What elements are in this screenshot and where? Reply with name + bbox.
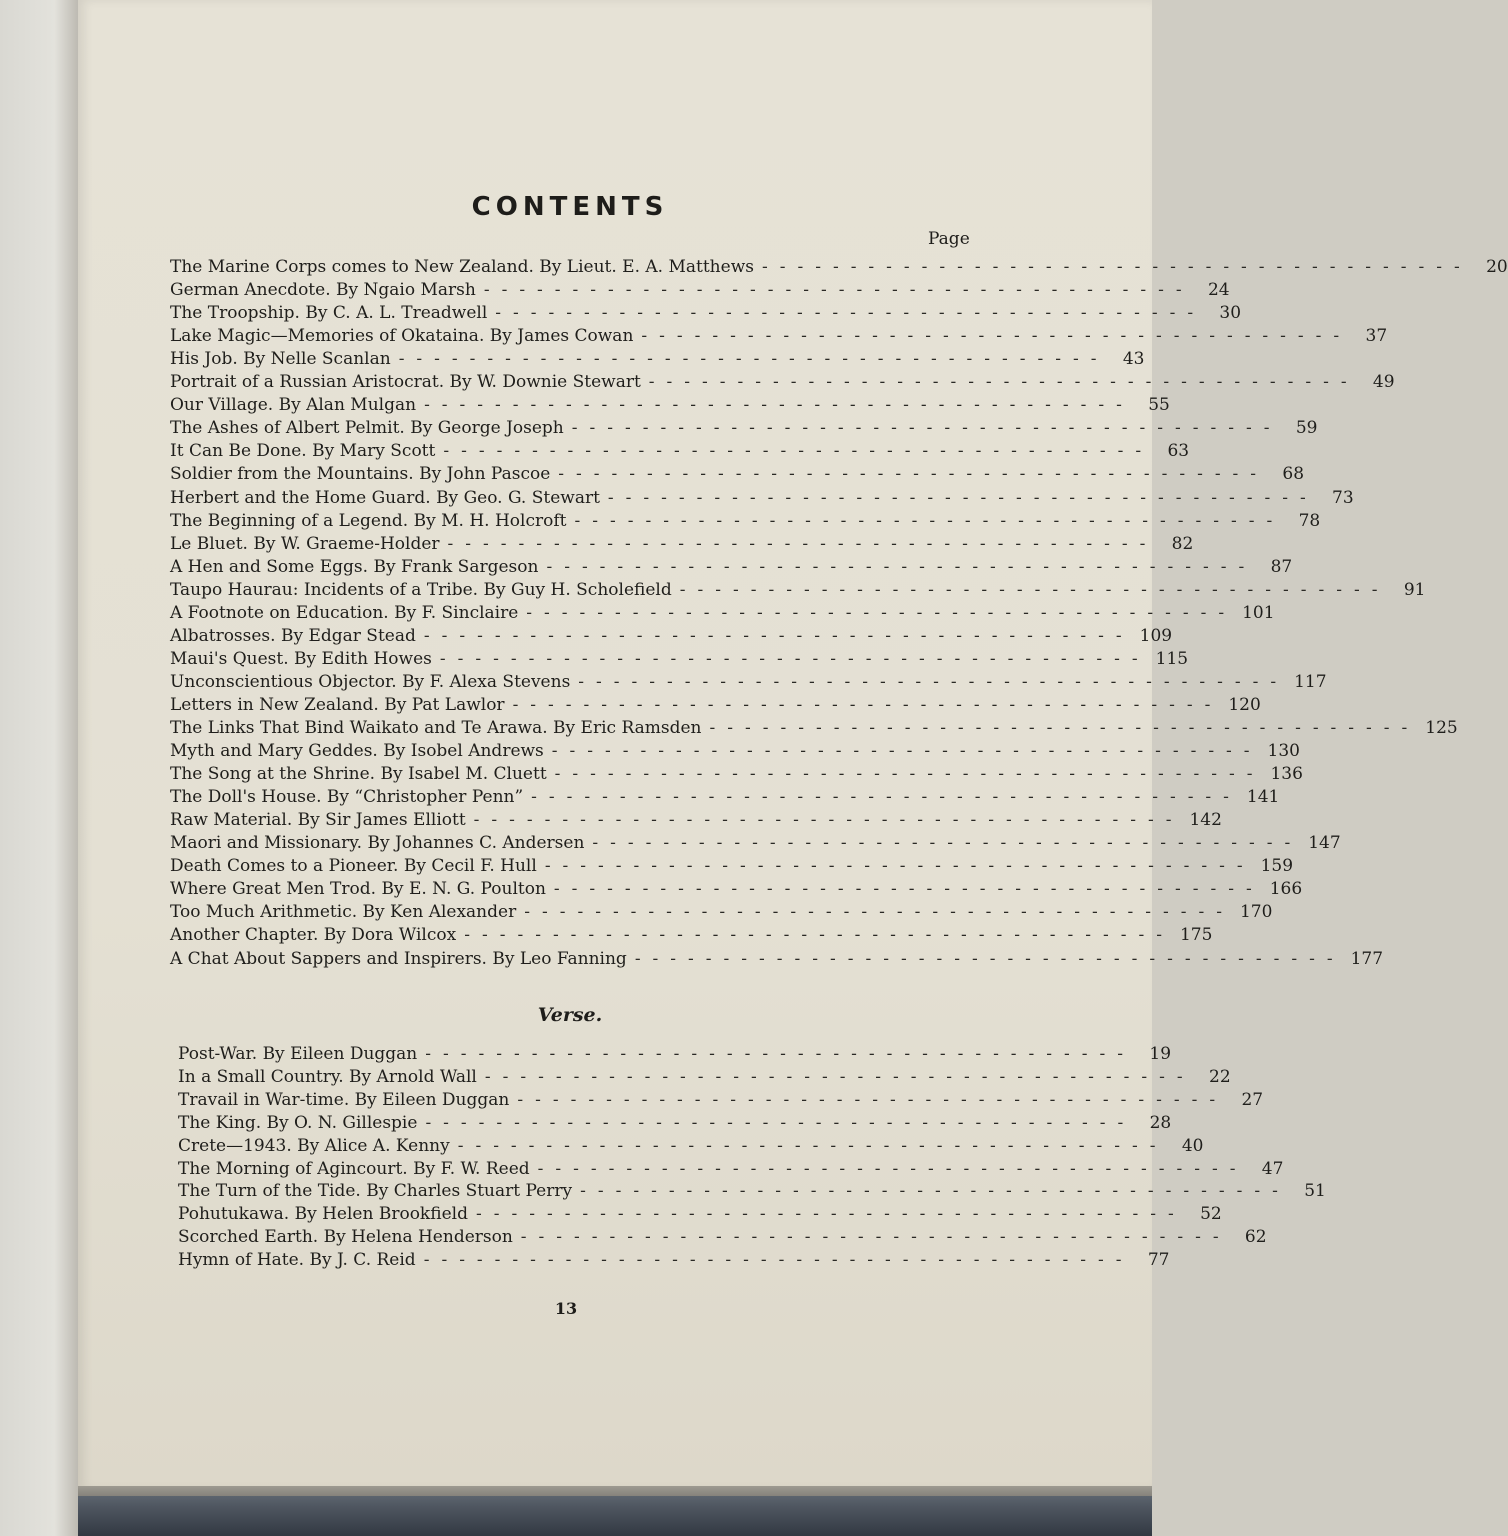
entry-title: The Troopship. xyxy=(170,303,300,324)
entry-author: By Geo. G. Stewart xyxy=(436,487,600,508)
contents-entry xyxy=(170,948,1384,970)
dot-leader: ---------------------------------------- xyxy=(475,1204,1186,1225)
dot-leader: ---------------------------------------- xyxy=(423,1250,1134,1271)
entry-author: By Alan Mulgan xyxy=(278,395,417,416)
entry-text xyxy=(178,1249,416,1271)
entry-page-number: 125 xyxy=(1425,718,1458,738)
entry-author: By Lieut. E. A. Matthews xyxy=(539,257,754,277)
dot-leader: ---------------------------------------- xyxy=(425,1044,1136,1064)
entry-text xyxy=(170,717,702,739)
contents-entry xyxy=(170,763,1303,785)
entry-author: By F. Sinclaire xyxy=(394,602,519,623)
entry-page-number: 101 xyxy=(1242,602,1275,623)
contents-entry xyxy=(178,1135,1204,1157)
entry-title: A Hen and Some Eggs. xyxy=(170,556,369,577)
contents-entry xyxy=(170,463,1305,485)
contents-entry xyxy=(178,1226,1267,1248)
entry-author: By Alice A. Kenny xyxy=(297,1135,450,1156)
entry-page-number: 55 xyxy=(1148,395,1170,416)
dot-leader: ---------------------------------------- xyxy=(512,694,1223,715)
contents-entry xyxy=(170,302,1242,324)
entry-title: Portrait of a Russian Aristocrat. xyxy=(170,372,445,393)
entry-title: It Can Be Done. xyxy=(170,441,307,462)
entry-text xyxy=(170,302,487,324)
dot-leader: ---------------------------------------- xyxy=(457,1135,1168,1156)
entry-title: The Turn of the Tide. xyxy=(178,1181,361,1202)
contents-entry xyxy=(170,924,1213,946)
entry-title: The Ashes of Albert Pelmit. xyxy=(170,418,405,439)
contents-entry xyxy=(178,1066,1231,1088)
dot-leader: ---------------------------------------- xyxy=(607,487,1318,508)
entry-author: By F. W. Reed xyxy=(413,1158,530,1179)
dot-leader: ---------------------------------------- xyxy=(537,1158,1248,1179)
dot-leader: ---------------------------------------- xyxy=(484,1066,1195,1087)
entry-text xyxy=(170,463,550,485)
entry-author: By Isobel Andrews xyxy=(383,741,544,762)
entry-page-number: 47 xyxy=(1261,1158,1284,1179)
entry-page-number: 177 xyxy=(1350,948,1384,969)
entry-title: A Footnote on Education. xyxy=(170,602,389,623)
contents-entry xyxy=(178,1203,1222,1225)
entry-author: By M. H. Holcroft xyxy=(413,510,567,531)
page-column-label: Page xyxy=(928,229,970,249)
entry-title: The Song at the Shrine. xyxy=(170,764,376,785)
dot-leader: ---------------------------------------- xyxy=(423,625,1134,646)
entry-text xyxy=(170,694,505,716)
entry-text xyxy=(170,901,516,923)
entry-title: Too Much Arithmetic. xyxy=(170,902,358,923)
entry-text xyxy=(170,417,564,439)
contents-entry xyxy=(178,1158,1284,1180)
entry-page-number: 78 xyxy=(1298,510,1321,531)
entry-author: By John Pascoe xyxy=(419,464,551,485)
contents-entry xyxy=(178,1089,1264,1111)
dot-leader: ---------------------------------------- xyxy=(578,671,1289,692)
dot-leader: ---------------------------------------- xyxy=(483,280,1194,301)
dot-leader: ---------------------------------------- xyxy=(641,326,1352,347)
entry-title: Pohutukawa. xyxy=(178,1204,290,1225)
contents-entry xyxy=(170,717,1458,739)
contents-entry xyxy=(170,256,1508,278)
entry-page-number: 37 xyxy=(1365,326,1388,347)
entry-author: By Johannes C. Andersen xyxy=(367,833,585,854)
entry-title: Raw Material. xyxy=(170,810,293,831)
entry-author: By Helen Brookfield xyxy=(294,1204,468,1225)
entry-text xyxy=(170,625,416,647)
entry-text xyxy=(170,832,584,854)
entry-text xyxy=(178,1112,417,1134)
entry-title: Maori and Missionary. xyxy=(170,833,363,854)
entry-text xyxy=(170,809,466,831)
entry-text xyxy=(170,533,440,555)
contents-entry xyxy=(170,901,1273,923)
entry-page-number: 120 xyxy=(1228,694,1261,715)
entry-title: The Beginning of a Legend. xyxy=(170,510,409,531)
entry-title: Albatrosses. xyxy=(170,625,276,646)
entry-page-number: 136 xyxy=(1270,764,1303,785)
entry-text xyxy=(170,487,600,509)
entry-author: By Eileen Duggan xyxy=(262,1044,418,1064)
entry-page-number: 40 xyxy=(1181,1135,1204,1156)
entry-author: By Mary Scott xyxy=(312,441,436,462)
dot-leader: ---------------------------------------- xyxy=(424,395,1134,416)
entry-author: By Edgar Stead xyxy=(280,625,416,646)
entry-author: By Ngaio Marsh xyxy=(336,280,476,301)
entry-page-number: 22 xyxy=(1209,1066,1231,1087)
entry-text xyxy=(178,1180,572,1202)
dot-leader: ---------------------------------------- xyxy=(398,349,1109,370)
entry-title: Death Comes to a Pioneer. xyxy=(170,856,399,877)
dot-leader: ---------------------------------------- xyxy=(546,556,1257,577)
entry-title: In a Small Country. xyxy=(178,1066,344,1087)
contents-entry xyxy=(170,855,1294,877)
entry-author: By J. C. Reid xyxy=(309,1250,416,1271)
entry-text xyxy=(178,1158,530,1180)
entry-text xyxy=(178,1043,417,1065)
entry-text xyxy=(170,348,391,370)
book-bottom-edge xyxy=(78,1486,1152,1536)
entry-title: A Chat About Sappers and Inspirers. xyxy=(170,948,487,969)
entry-author: By Dora Wilcox xyxy=(323,925,457,946)
dot-leader: ---------------------------------------- xyxy=(425,1112,1136,1133)
entry-author: By O. N. Gillespie xyxy=(266,1112,418,1133)
verse-section-heading: Verse. xyxy=(537,1004,603,1026)
contents-entry xyxy=(178,1112,1172,1134)
entry-title: Scorched Earth. xyxy=(178,1227,319,1248)
entry-text xyxy=(170,786,523,808)
entry-text xyxy=(170,279,476,301)
entry-page-number: 28 xyxy=(1149,1112,1172,1133)
entry-text xyxy=(170,325,633,347)
dot-leader: ---------------------------------------- xyxy=(544,856,1255,877)
entry-author: By F. Alexa Stevens xyxy=(402,671,571,692)
entry-title: Post-War. xyxy=(178,1044,258,1064)
contents-entry xyxy=(170,417,1318,439)
entry-title: His Job. xyxy=(170,349,238,370)
dot-leader: ---------------------------------------- xyxy=(447,533,1158,554)
entry-page-number: 24 xyxy=(1207,280,1230,301)
entry-page-number: 27 xyxy=(1241,1089,1264,1110)
contents-entry xyxy=(170,487,1354,509)
entry-title: Lake Magic—Memories of Okataina. xyxy=(170,326,485,347)
entry-page-number: 59 xyxy=(1295,418,1318,439)
entry-text xyxy=(170,648,432,670)
contents-entry xyxy=(178,1249,1170,1271)
page-number: 13 xyxy=(554,1299,578,1318)
entry-title: German Anecdote. xyxy=(170,280,331,301)
dot-leader: ---------------------------------------- xyxy=(520,1227,1231,1248)
entry-author: By C. A. L. Treadwell xyxy=(305,303,488,324)
entry-author: By Nelle Scanlan xyxy=(243,349,391,370)
entry-author: By Leo Fanning xyxy=(492,948,627,969)
contents-entry xyxy=(170,671,1327,693)
page-title: CONTENTS xyxy=(471,192,669,222)
dot-leader: ---------------------------------------- xyxy=(526,602,1237,623)
entry-title: Where Great Men Trod. xyxy=(170,879,377,900)
contents-entry xyxy=(170,348,1145,370)
contents-entry xyxy=(170,648,1189,670)
entry-page-number: 77 xyxy=(1147,1250,1170,1271)
contents-entry xyxy=(170,371,1395,393)
entry-page-number: 130 xyxy=(1267,741,1300,762)
entry-page-number: 20 xyxy=(1486,257,1508,277)
dot-leader: ---------------------------------------- xyxy=(554,764,1265,785)
dot-leader: ---------------------------------------- xyxy=(551,741,1262,762)
entry-title: Letters in New Zealand. xyxy=(170,694,379,715)
dot-leader: ---------------------------------------- xyxy=(524,902,1234,923)
contents-entry xyxy=(170,809,1222,831)
entry-page-number: 170 xyxy=(1239,902,1273,923)
entry-page-number: 68 xyxy=(1282,464,1305,485)
entry-author: By Eric Ramsden xyxy=(553,718,702,738)
contents-entry xyxy=(170,694,1261,716)
dot-leader: ---------------------------------------- xyxy=(531,787,1241,808)
entry-text xyxy=(178,1226,513,1248)
contents-entry xyxy=(170,625,1173,647)
contents-entry xyxy=(170,440,1190,462)
contents-entry xyxy=(170,579,1426,601)
entry-page-number: 52 xyxy=(1200,1204,1222,1225)
entry-title: Hymn of Hate. xyxy=(178,1250,305,1271)
contents-entry xyxy=(178,1180,1326,1202)
contents-entry xyxy=(170,740,1300,762)
entry-author: By Sir James Elliott xyxy=(297,810,466,831)
entry-title: The Morning of Agincourt. xyxy=(178,1158,408,1179)
entry-title: Unconscientious Objector. xyxy=(170,671,397,692)
entry-text xyxy=(178,1089,509,1111)
dot-leader: ---------------------------------------- xyxy=(558,464,1269,485)
entry-title: Soldier from the Mountains. xyxy=(170,464,414,485)
entry-author: By “Christopher Penn” xyxy=(326,787,524,808)
entry-text xyxy=(170,855,537,877)
entry-page-number: 141 xyxy=(1246,787,1280,808)
dot-leader: ---------------------------------------- xyxy=(473,810,1184,831)
entry-page-number: 87 xyxy=(1270,556,1293,577)
entry-text xyxy=(170,878,546,900)
entry-page-number: 63 xyxy=(1167,441,1190,462)
contents-entry xyxy=(170,394,1170,416)
entry-title: The Links That Bind Waikato and Te Arawa. xyxy=(170,718,548,738)
entry-title: Myth and Mary Geddes. xyxy=(170,741,378,762)
entry-title: The Marine Corps comes to New Zealand. xyxy=(170,257,534,277)
entry-page-number: 147 xyxy=(1308,833,1341,854)
entry-title: Another Chapter. xyxy=(170,925,319,946)
entry-text xyxy=(170,924,456,946)
entry-text xyxy=(170,602,518,624)
entry-title: The Doll's House. xyxy=(170,787,322,808)
entry-page-number: 159 xyxy=(1260,856,1294,877)
entry-author: By W. Downie Stewart xyxy=(449,372,641,393)
dot-leader: ---------------------------------------- xyxy=(634,948,1345,969)
entry-text xyxy=(178,1066,477,1088)
entry-text xyxy=(170,371,641,393)
entry-author: By Ken Alexander xyxy=(362,902,517,923)
entry-author: By Eileen Duggan xyxy=(354,1089,510,1110)
entry-author: By George Joseph xyxy=(410,418,564,439)
contents-entry xyxy=(170,556,1293,578)
entry-text xyxy=(170,579,672,601)
entry-page-number: 30 xyxy=(1219,303,1242,324)
entry-page-number: 19 xyxy=(1149,1044,1172,1064)
contents-entry xyxy=(170,325,1388,347)
dot-leader: ---------------------------------------- xyxy=(439,648,1150,669)
dot-leader: ---------------------------------------- xyxy=(679,579,1390,600)
contents-entry xyxy=(170,510,1321,532)
dot-leader: ---------------------------------------- xyxy=(553,879,1264,900)
entry-text xyxy=(170,556,538,578)
entry-title: Herbert and the Home Guard. xyxy=(170,487,431,508)
entry-author: By Pat Lawlor xyxy=(384,694,505,715)
entry-page-number: 51 xyxy=(1304,1181,1326,1202)
entry-title: Taupo Haurau: Incidents of a Tribe. xyxy=(170,579,479,600)
entry-page-number: 91 xyxy=(1403,579,1426,600)
entry-page-number: 142 xyxy=(1189,810,1222,831)
dot-leader: ---------------------------------------- xyxy=(580,1181,1290,1202)
entry-author: By Arnold Wall xyxy=(349,1066,477,1087)
dot-leader: ---------------------------------------- xyxy=(648,372,1359,393)
entry-page-number: 73 xyxy=(1332,487,1354,508)
contents-entry xyxy=(170,786,1280,808)
entry-text xyxy=(170,510,566,532)
entry-text xyxy=(170,440,435,462)
entry-author: By W. Graeme-Holder xyxy=(253,533,440,554)
entry-page-number: 62 xyxy=(1244,1227,1267,1248)
entry-page-number: 117 xyxy=(1294,671,1327,692)
entry-page-number: 43 xyxy=(1122,349,1145,370)
entry-page-number: 115 xyxy=(1155,648,1189,669)
entry-title: Travail in War-time. xyxy=(178,1089,350,1110)
entry-text xyxy=(178,1203,468,1225)
dot-leader: ---------------------------------------- xyxy=(761,257,1472,277)
entry-text xyxy=(170,763,547,785)
entry-author: By Frank Sargeson xyxy=(373,556,539,577)
entry-author: By Helena Henderson xyxy=(323,1227,513,1248)
entry-author: By Guy H. Scholefield xyxy=(483,579,672,600)
contents-entry xyxy=(170,832,1341,854)
entry-author: By Charles Stuart Perry xyxy=(366,1181,573,1202)
entry-text xyxy=(170,394,416,416)
entry-page-number: 49 xyxy=(1372,372,1395,393)
entry-page-number: 109 xyxy=(1139,625,1173,646)
entry-author: By James Cowan xyxy=(489,326,634,347)
entry-page-number: 82 xyxy=(1171,533,1194,554)
entry-page-number: 175 xyxy=(1179,925,1213,946)
contents-entry xyxy=(170,533,1194,555)
contents-entry xyxy=(178,1043,1172,1065)
dot-leader: ---------------------------------------- xyxy=(495,303,1206,324)
dot-leader: ---------------------------------------- xyxy=(464,925,1174,946)
contents-entry xyxy=(170,602,1275,624)
entry-author: By Cecil F. Hull xyxy=(403,856,537,877)
contents-entry xyxy=(170,279,1230,301)
entry-author: By Isabel M. Cluett xyxy=(380,764,547,785)
entry-title: Maui's Quest. xyxy=(170,648,289,669)
entry-text xyxy=(170,671,570,693)
entry-text xyxy=(170,256,754,278)
entry-text xyxy=(170,740,544,762)
entry-title: Our Village. xyxy=(170,395,274,416)
entry-title: The King. xyxy=(178,1112,262,1133)
entry-title: Le Bluet. xyxy=(170,533,248,554)
dot-leader: ---------------------------------------- xyxy=(571,418,1282,439)
entry-page-number: 166 xyxy=(1269,879,1303,900)
dot-leader: ---------------------------------------- xyxy=(443,441,1154,462)
entry-author: By Edith Howes xyxy=(294,648,432,669)
dot-leader: ---------------------------------------- xyxy=(574,510,1285,531)
entry-author: By E. N. G. Poulton xyxy=(381,879,546,900)
entry-title: Crete—1943. xyxy=(178,1135,292,1156)
dot-leader: ---------------------------------------- xyxy=(517,1089,1228,1110)
entry-text xyxy=(178,1135,450,1157)
dot-leader: ---------------------------------------- xyxy=(709,718,1420,738)
contents-entry xyxy=(170,878,1303,900)
dot-leader: ---------------------------------------- xyxy=(592,833,1303,854)
entry-text xyxy=(170,948,627,970)
